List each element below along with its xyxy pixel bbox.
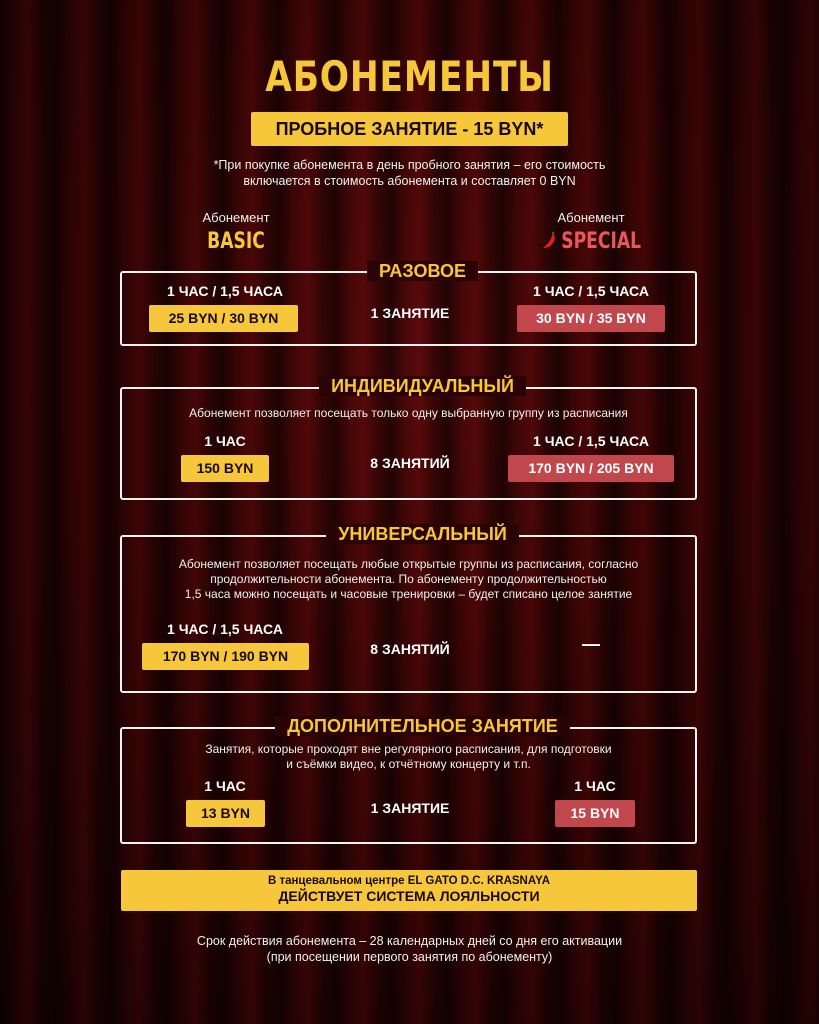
section-extra-title: ДОПОЛНИТЕЛЬНОЕ ЗАНЯТИЕ — [120, 716, 725, 737]
chili-pepper-icon — [541, 229, 558, 251]
single-special-price: 30 BYN / 35 BYN — [517, 305, 665, 332]
universal-description-line-1: Абонемент позволяет посещать любые открытые группы из расписания, согласно — [178, 557, 639, 571]
page-title: АБОНЕМЕНТЫ — [265, 52, 554, 101]
footer-line-1: Срок действия абонемента – 28 календарных дней со дня его активации — [196, 934, 623, 948]
universal-description-line-3: 1,5 часа можно посещать и часовые тренировки – будет списано целое занятие — [184, 587, 633, 601]
special-column-name-text: SPECIAL — [561, 229, 642, 254]
special-column-name — [529, 229, 654, 254]
extra-basic-price: 13 BYN — [186, 800, 265, 827]
basic-column-label: Абонемент — [202, 210, 270, 225]
universal-special-unavailable-dash: — — [582, 634, 598, 654]
single-basic-price: 25 BYN / 30 BYN — [149, 305, 298, 332]
loyalty-line-1: В танцевальном центре EL GATO D.C. KRASNAYA — [267, 875, 551, 887]
extra-description-line-1: Занятия, которые проходят вне регулярного расписания, для подготовки — [205, 742, 612, 756]
universal-sessions-count: 8 ЗАНЯТИЙ — [370, 641, 450, 657]
individual-sessions-count: 8 ЗАНЯТИЙ — [370, 455, 450, 471]
extra-basic-duration: 1 ЧАС — [204, 778, 246, 794]
section-universal-title: УНИВЕРСАЛЬНЫЙ — [120, 524, 725, 545]
trial-note-line-1: *При покупке абонемента в день пробного занятия – его стоимость — [213, 158, 606, 172]
universal-description-line-2: продолжительности абонемента. По абонементу продолжительностью — [210, 572, 607, 586]
individual-description: Абонемент позволяет посещать только одну выбранную группу из расписания — [189, 406, 628, 420]
loyalty-banner — [121, 870, 697, 911]
special-column-label: Абонемент — [557, 210, 625, 225]
extra-description-line-2: и съёмки видео, к отчётному концерту и т.п. — [286, 757, 531, 771]
extra-special-price: 15 BYN — [555, 800, 635, 827]
basic-column-name: BASIC — [207, 229, 265, 254]
individual-special-price: 170 BYN / 205 BYN — [508, 455, 674, 482]
section-single-title: РАЗОВОЕ — [120, 261, 725, 282]
individual-special-duration: 1 ЧАС / 1,5 ЧАСА — [533, 433, 649, 449]
individual-basic-price: 150 BYN — [181, 455, 269, 482]
individual-basic-duration: 1 ЧАС — [204, 433, 246, 449]
section-individual-title: ИНДИВИДУАЛЬНЫЙ — [120, 376, 725, 397]
trial-price-banner: ПРОБНОЕ ЗАНЯТИЕ - 15 BYN* — [251, 112, 568, 146]
single-basic-duration: 1 ЧАС / 1,5 ЧАСА — [167, 283, 283, 299]
footer-line-2: (при посещении первого занятия по абонементу) — [266, 950, 553, 964]
loyalty-line-2: ДЕЙСТВУЕТ СИСТЕМА ЛОЯЛЬНОСТИ — [278, 888, 540, 904]
extra-sessions-count: 1 ЗАНЯТИЕ — [370, 800, 450, 816]
extra-special-duration: 1 ЧАС — [574, 778, 616, 794]
single-sessions-count: 1 ЗАНЯТИЕ — [370, 305, 450, 321]
universal-basic-duration: 1 ЧАС / 1,5 ЧАСА — [167, 621, 283, 637]
trial-note-line-2: включается в стоимость абонемента и составляет 0 BYN — [243, 174, 576, 188]
universal-basic-price: 170 BYN / 190 BYN — [142, 643, 309, 670]
single-special-duration: 1 ЧАС / 1,5 ЧАСА — [533, 283, 649, 299]
